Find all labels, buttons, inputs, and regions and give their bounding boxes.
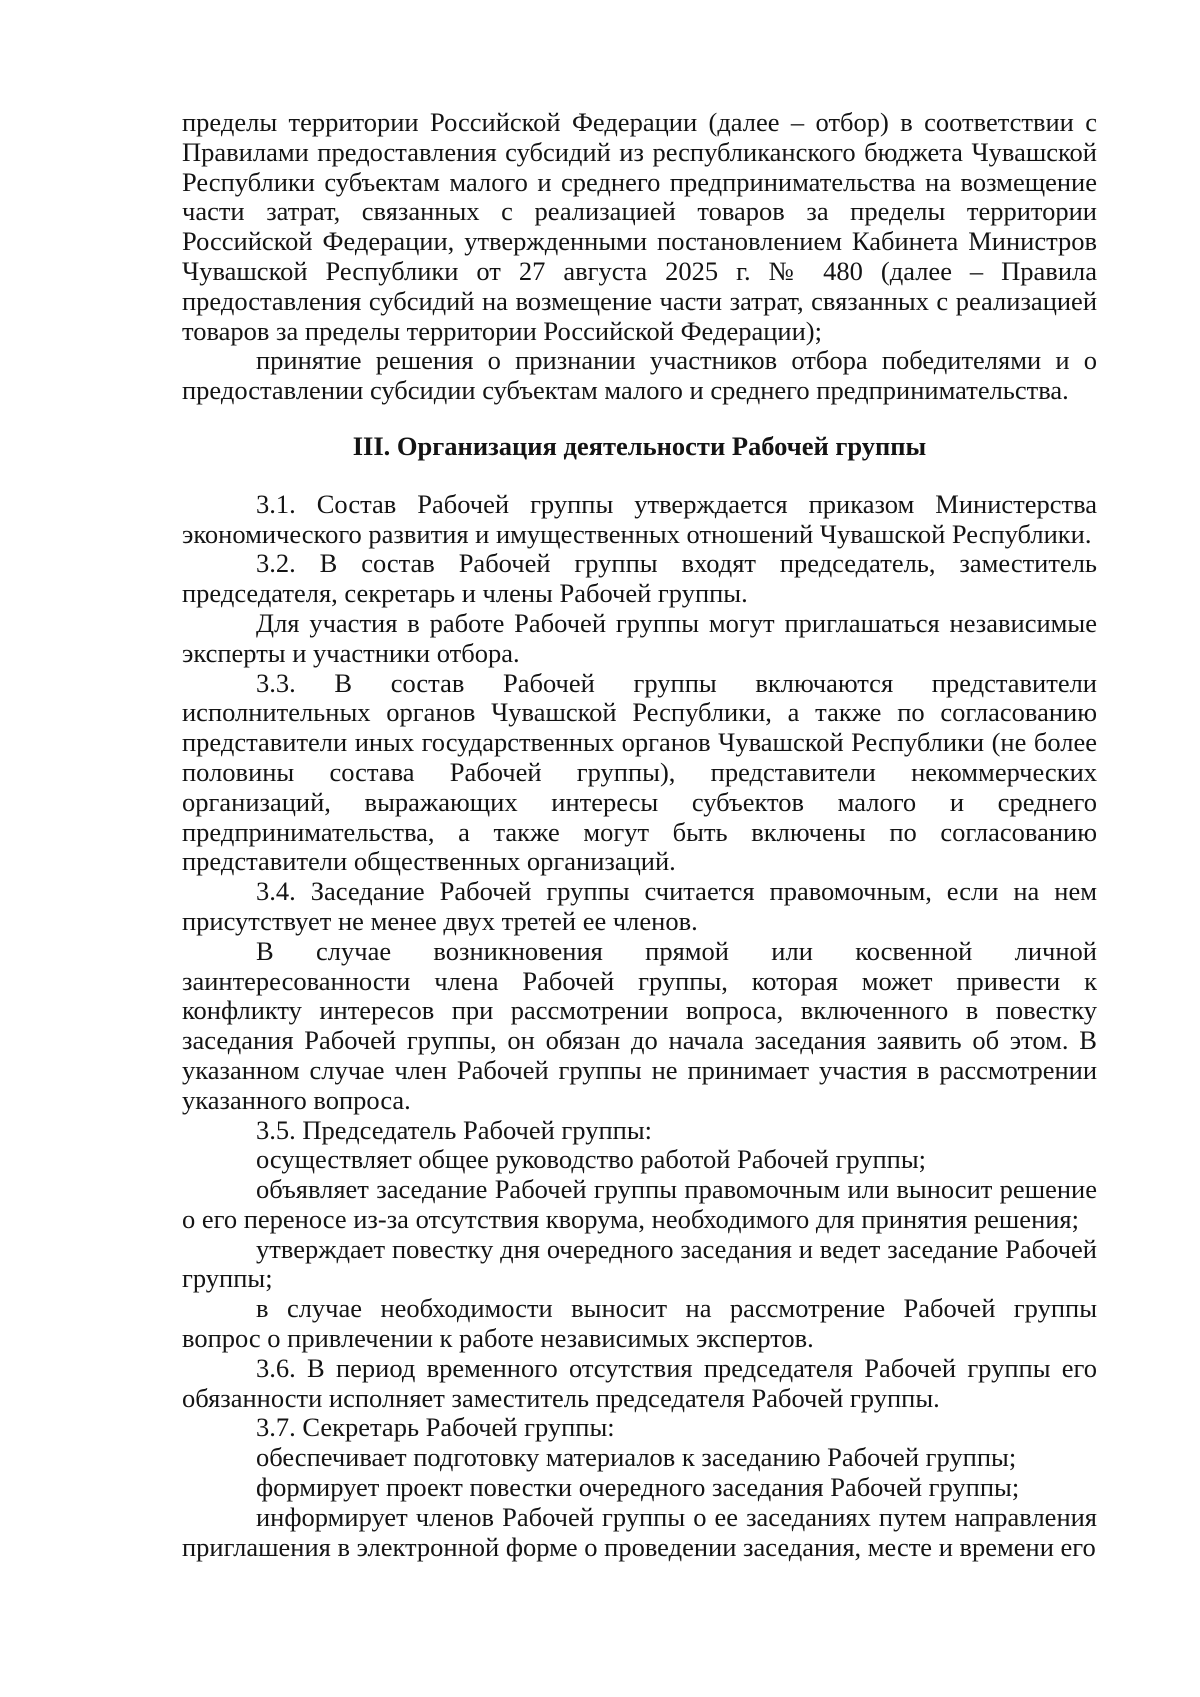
paragraph-chair-duty-3: утверждает повестку дня очередного заседания и ведет заседание Рабочей группы;: [182, 1233, 1097, 1294]
paragraph-secretary-duty-3: информирует членов Рабочей группы о ее заседаниях путем направления приглашения в электронной форме о проведении заседания, месте и времени его: [182, 1501, 1097, 1562]
paragraph-3-4: 3.4. Заседание Рабочей группы считается правомочным, если на нем присутствует не менее двух третей ее членов.: [182, 876, 1097, 936]
paragraph-3-5: 3.5. Председатель Рабочей группы:: [256, 1114, 652, 1145]
paragraph-chair-duty-1: осуществляет общее руководство работой Рабочей группы;: [256, 1144, 927, 1175]
paragraph-continuation: пределы территории Российской Федерации (далее – отбор) в соответствии с Правилами предоставления субсидий из республиканского бюджета Чувашской Республики субъектам малого и среднего предпринимательства на возмещение части затрат, связанных с реализацией товаров за пределы территории Российской Федерации, утвержденными постановлением Кабинета Министров Чувашской Республики от 27 августа 2025 г. № 480 (далее – Правила предоставления субсидий на возмещение части затрат, связанных с реализацией товаров за пределы территории Российской Федерации);: [182, 107, 1097, 346]
paragraph-chair-duty-2: объявляет заседание Рабочей группы правомочным или выносит решение о его переносе из-за отсутствия кворума, необходимого для принятия решения;: [182, 1174, 1097, 1234]
paragraph-3-7: 3.7. Секретарь Рабочей группы:: [256, 1412, 615, 1443]
section-heading: III. Организация деятельности Рабочей группы: [352, 430, 927, 461]
paragraph-conflict-of-interest: В случае возникновения прямой или косвенной личной заинтересованности члена Рабочей группы, которая может привести к конфликту интересов при рассмотрении вопроса, включенного в повестку заседания Рабочей группы, он обязан до начала заседания заявить об этом. В указанном случае член Рабочей группы не принимает участия в рассмотрении указанного вопроса.: [182, 935, 1097, 1115]
paragraph-chair-duty-4: в случае необходимости выносит на рассмотрение Рабочей группы вопрос о привлечении к работе независимых экспертов.: [182, 1293, 1097, 1354]
paragraph-experts: Для участия в работе Рабочей группы могут приглашаться независимые эксперты и участники отбора.: [182, 607, 1097, 668]
paragraph-3-2: 3.2. В состав Рабочей группы входят председатель, заместитель председателя, секретарь и члены Рабочей группы.: [182, 548, 1097, 609]
paragraph-decision: принятие решения о признании участников отбора победителями и о предоставлении субсидии субъектам малого и среднего предпринимательства.: [182, 345, 1097, 406]
document-body: [182, 108, 1097, 1562]
paragraph-secretary-duty-1: обеспечивает подготовку материалов к заседанию Рабочей группы;: [256, 1442, 1017, 1473]
paragraph-secretary-duty-2: формирует проект повестки очередного заседания Рабочей группы;: [256, 1472, 1020, 1503]
paragraph-3-1: 3.1. Состав Рабочей группы утверждается приказом Министерства экономического развития и имущественных отношений Чувашской Республики.: [182, 488, 1097, 549]
paragraph-3-6: 3.6. В период временного отсутствия председателя Рабочей группы его обязанности исполняет заместитель председателя Рабочей группы.: [182, 1352, 1097, 1413]
paragraph-3-3: 3.3. В состав Рабочей группы включаются представители исполнительных органов Чувашской Республики, а также по согласованию представители иных государственных органов Чувашской Республики (не более половины состава Рабочей группы), представители некоммерческих организаций, выражающих интересы субъектов малого и среднего предпринимательства, а также могут быть включены по согласованию представители общественных организаций.: [182, 667, 1097, 877]
